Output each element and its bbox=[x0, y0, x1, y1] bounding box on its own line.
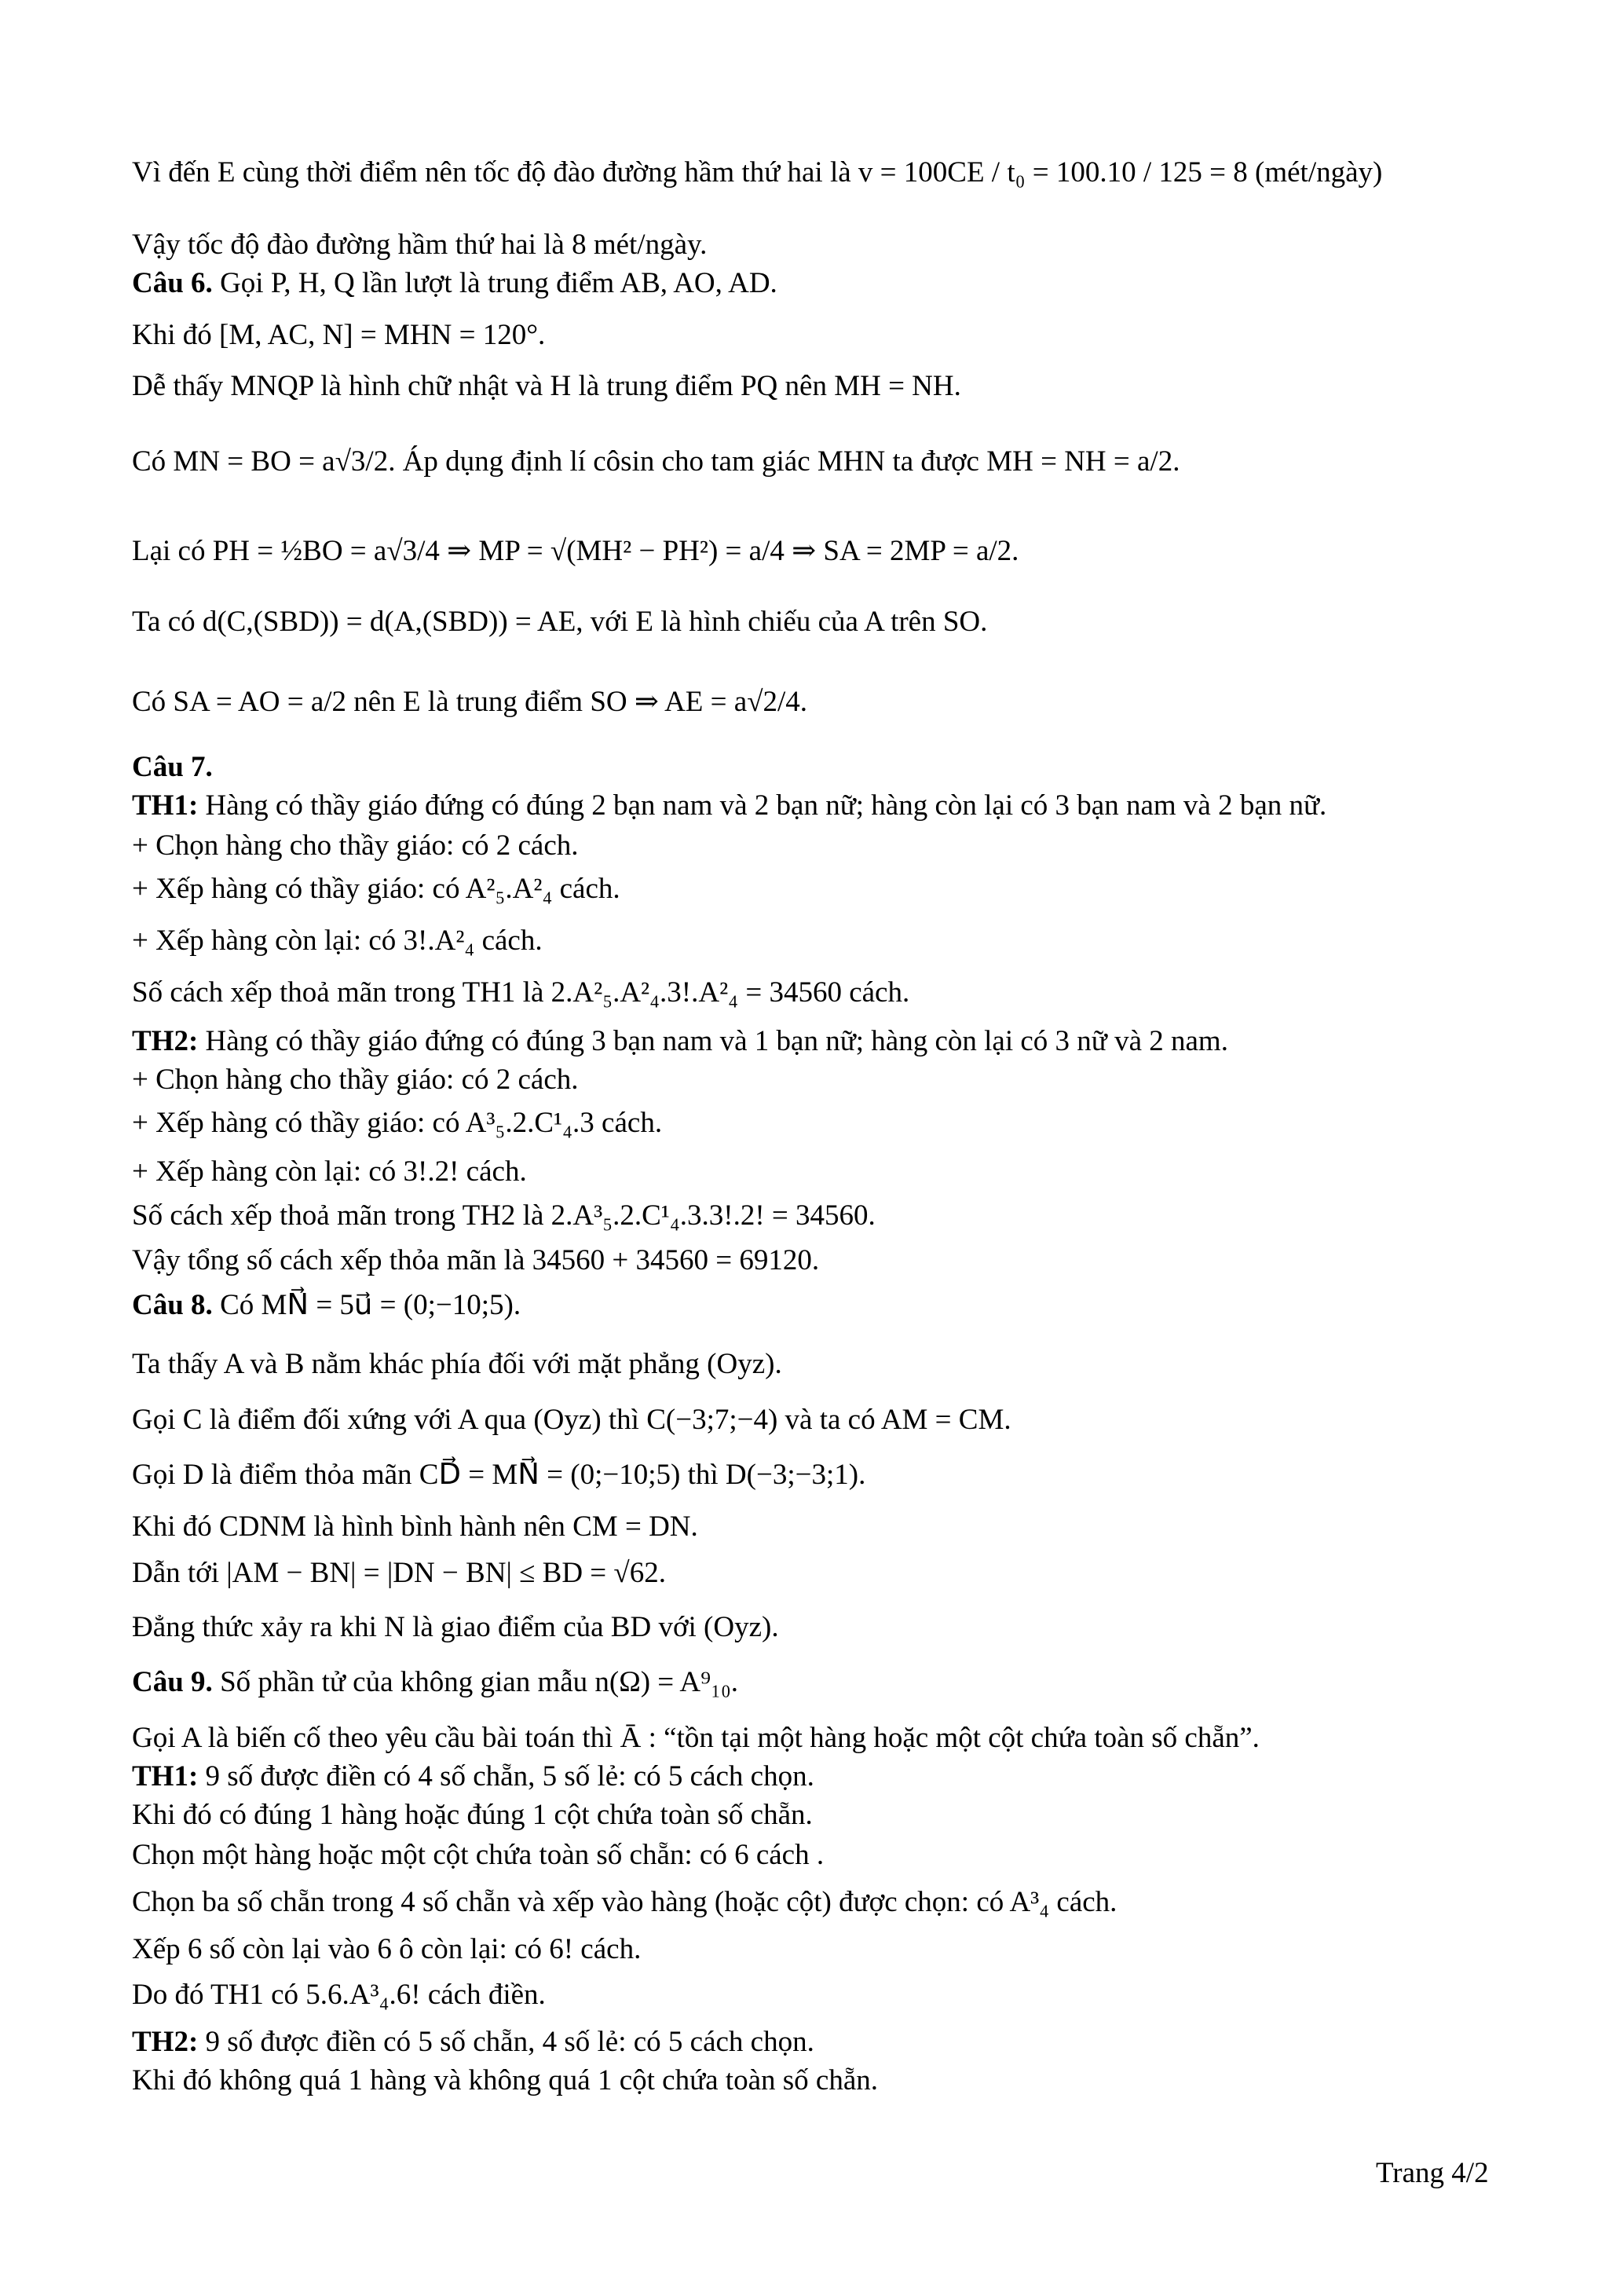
text-line: Chọn một hàng hoặc một cột chứa toàn số chẵn: có 6 cách . bbox=[132, 1839, 825, 1871]
text-line: Dẫn tới |AM − BN| = |DN − BN| ≤ BD = √62. bbox=[132, 1557, 666, 1589]
text-line: + Chọn hàng cho thầy giáo: có 2 cách. bbox=[132, 829, 579, 862]
text-line: + Xếp hàng có thầy giáo: có A³₅.2.C¹₄.3 cách. bbox=[132, 1107, 663, 1139]
text-line: Có SA = AO = a/2 nên E là trung điểm SO ⇒ AE = a√2/4. bbox=[132, 686, 808, 718]
text-line: Khi đó [M, AC, N] = MHN = 120°. bbox=[132, 319, 546, 351]
text-line: Chọn ba số chẵn trong 4 số chẵn và xếp vào hàng (hoặc cột) được chọn: có A³₄ cách. bbox=[132, 1886, 1117, 1918]
text-line: Số cách xếp thoả mãn trong TH1 là 2.A²₅.A²₄.3!.A²₄ = 34560 cách. bbox=[132, 976, 910, 1009]
text-line: Lại có PH = ½BO = a√3/4 ⇒ MP = √(MH² − PH²) = a/4 ⇒ SA = 2MP = a/2. bbox=[132, 535, 1019, 567]
text-line: Ta có d(C,(SBD)) = d(A,(SBD)) = AE, với E là hình chiếu của A trên SO. bbox=[132, 606, 988, 638]
text-line: TH2: 9 số được điền có 5 số chẵn, 4 số lẻ: có 5 cách chọn. bbox=[132, 2026, 814, 2058]
text-line: Gọi A là biến cố theo yêu cầu bài toán thì Ā : “tồn tại một hàng hoặc một cột chứa toàn số chẵn”. bbox=[132, 1722, 1260, 1754]
text-line: Khi đó có đúng 1 hàng hoặc đúng 1 cột chứa toàn số chẵn. bbox=[132, 1799, 813, 1831]
page-number: Trang 4/2 bbox=[1376, 2157, 1489, 2189]
text-line: Khi đó CDNM là hình bình hành nên CM = DN. bbox=[132, 1511, 698, 1543]
text-line: TH1: 9 số được điền có 4 số chẵn, 5 số lẻ: có 5 cách chọn. bbox=[132, 1760, 814, 1792]
text-line: Xếp 6 số còn lại vào 6 ô còn lại: có 6! cách. bbox=[132, 1933, 642, 1965]
text-line: Có MN = BO = a√3/2. Áp dụng định lí côsin cho tam giác MHN ta được MH = NH = a/2. bbox=[132, 445, 1180, 478]
text-line: Đẳng thức xảy ra khi N là giao điểm của BD với (Oyz). bbox=[132, 1611, 779, 1643]
text-line: TH1: Hàng có thầy giáo đứng có đúng 2 bạn nam và 2 bạn nữ; hàng còn lại có 3 bạn nam và 2 bạn nữ. bbox=[132, 789, 1327, 822]
text-line: Câu 8. Có MN⃗ = 5u⃗ = (0;−10;5). bbox=[132, 1289, 521, 1321]
text-line: Gọi C là điểm đối xứng với A qua (Oyz) thì C(−3;7;−4) và ta có AM = CM. bbox=[132, 1404, 1011, 1436]
text-line: Ta thấy A và B nằm khác phía đối với mặt phẳng (Oyz). bbox=[132, 1348, 782, 1380]
text-line: Khi đó không quá 1 hàng và không quá 1 cột chứa toàn số chẵn. bbox=[132, 2064, 878, 2096]
text-line: Câu 6. Gọi P, H, Q lần lượt là trung điểm AB, AO, AD. bbox=[132, 267, 777, 299]
text-line: + Xếp hàng còn lại: có 3!.A²₄ cách. bbox=[132, 925, 543, 957]
text-line: Gọi D là điểm thỏa mãn CD⃗ = MN⃗ = (0;−10;5) thì D(−3;−3;1). bbox=[132, 1459, 866, 1491]
text-line: + Chọn hàng cho thầy giáo: có 2 cách. bbox=[132, 1064, 579, 1096]
text-line: TH2: Hàng có thầy giáo đứng có đúng 3 bạn nam và 1 bạn nữ; hàng còn lại có 3 nữ và 2 nam. bbox=[132, 1025, 1228, 1057]
text-line: Câu 9. Số phần tử của không gian mẫu n(Ω) = A⁹₁₀. bbox=[132, 1666, 739, 1698]
text-line: Vậy tổng số cách xếp thỏa mãn là 34560 + 34560 = 69120. bbox=[132, 1244, 820, 1276]
text-line: Do đó TH1 có 5.6.A³₄.6! cách điền. bbox=[132, 1979, 546, 2011]
text-line: Dễ thấy MNQP là hình chữ nhật và H là trung điểm PQ nên MH = NH. bbox=[132, 370, 961, 402]
text-line: Câu 7. bbox=[132, 751, 213, 783]
text-line: + Xếp hàng còn lại: có 3!.2! cách. bbox=[132, 1155, 527, 1188]
text-line: + Xếp hàng có thầy giáo: có A²₅.A²₄ cách. bbox=[132, 873, 620, 905]
text-line: Vậy tốc độ đào đường hầm thứ hai là 8 mét/ngày. bbox=[132, 229, 708, 261]
text-line: Số cách xếp thoả mãn trong TH2 là 2.A³₅.2.C¹₄.3.3!.2! = 34560. bbox=[132, 1199, 876, 1232]
text-line: Vì đến E cùng thời điểm nên tốc độ đào đường hầm thứ hai là v = 100CE / t₀ = 100.10 / 125 = 8 (mét/ngày) bbox=[132, 156, 1383, 189]
